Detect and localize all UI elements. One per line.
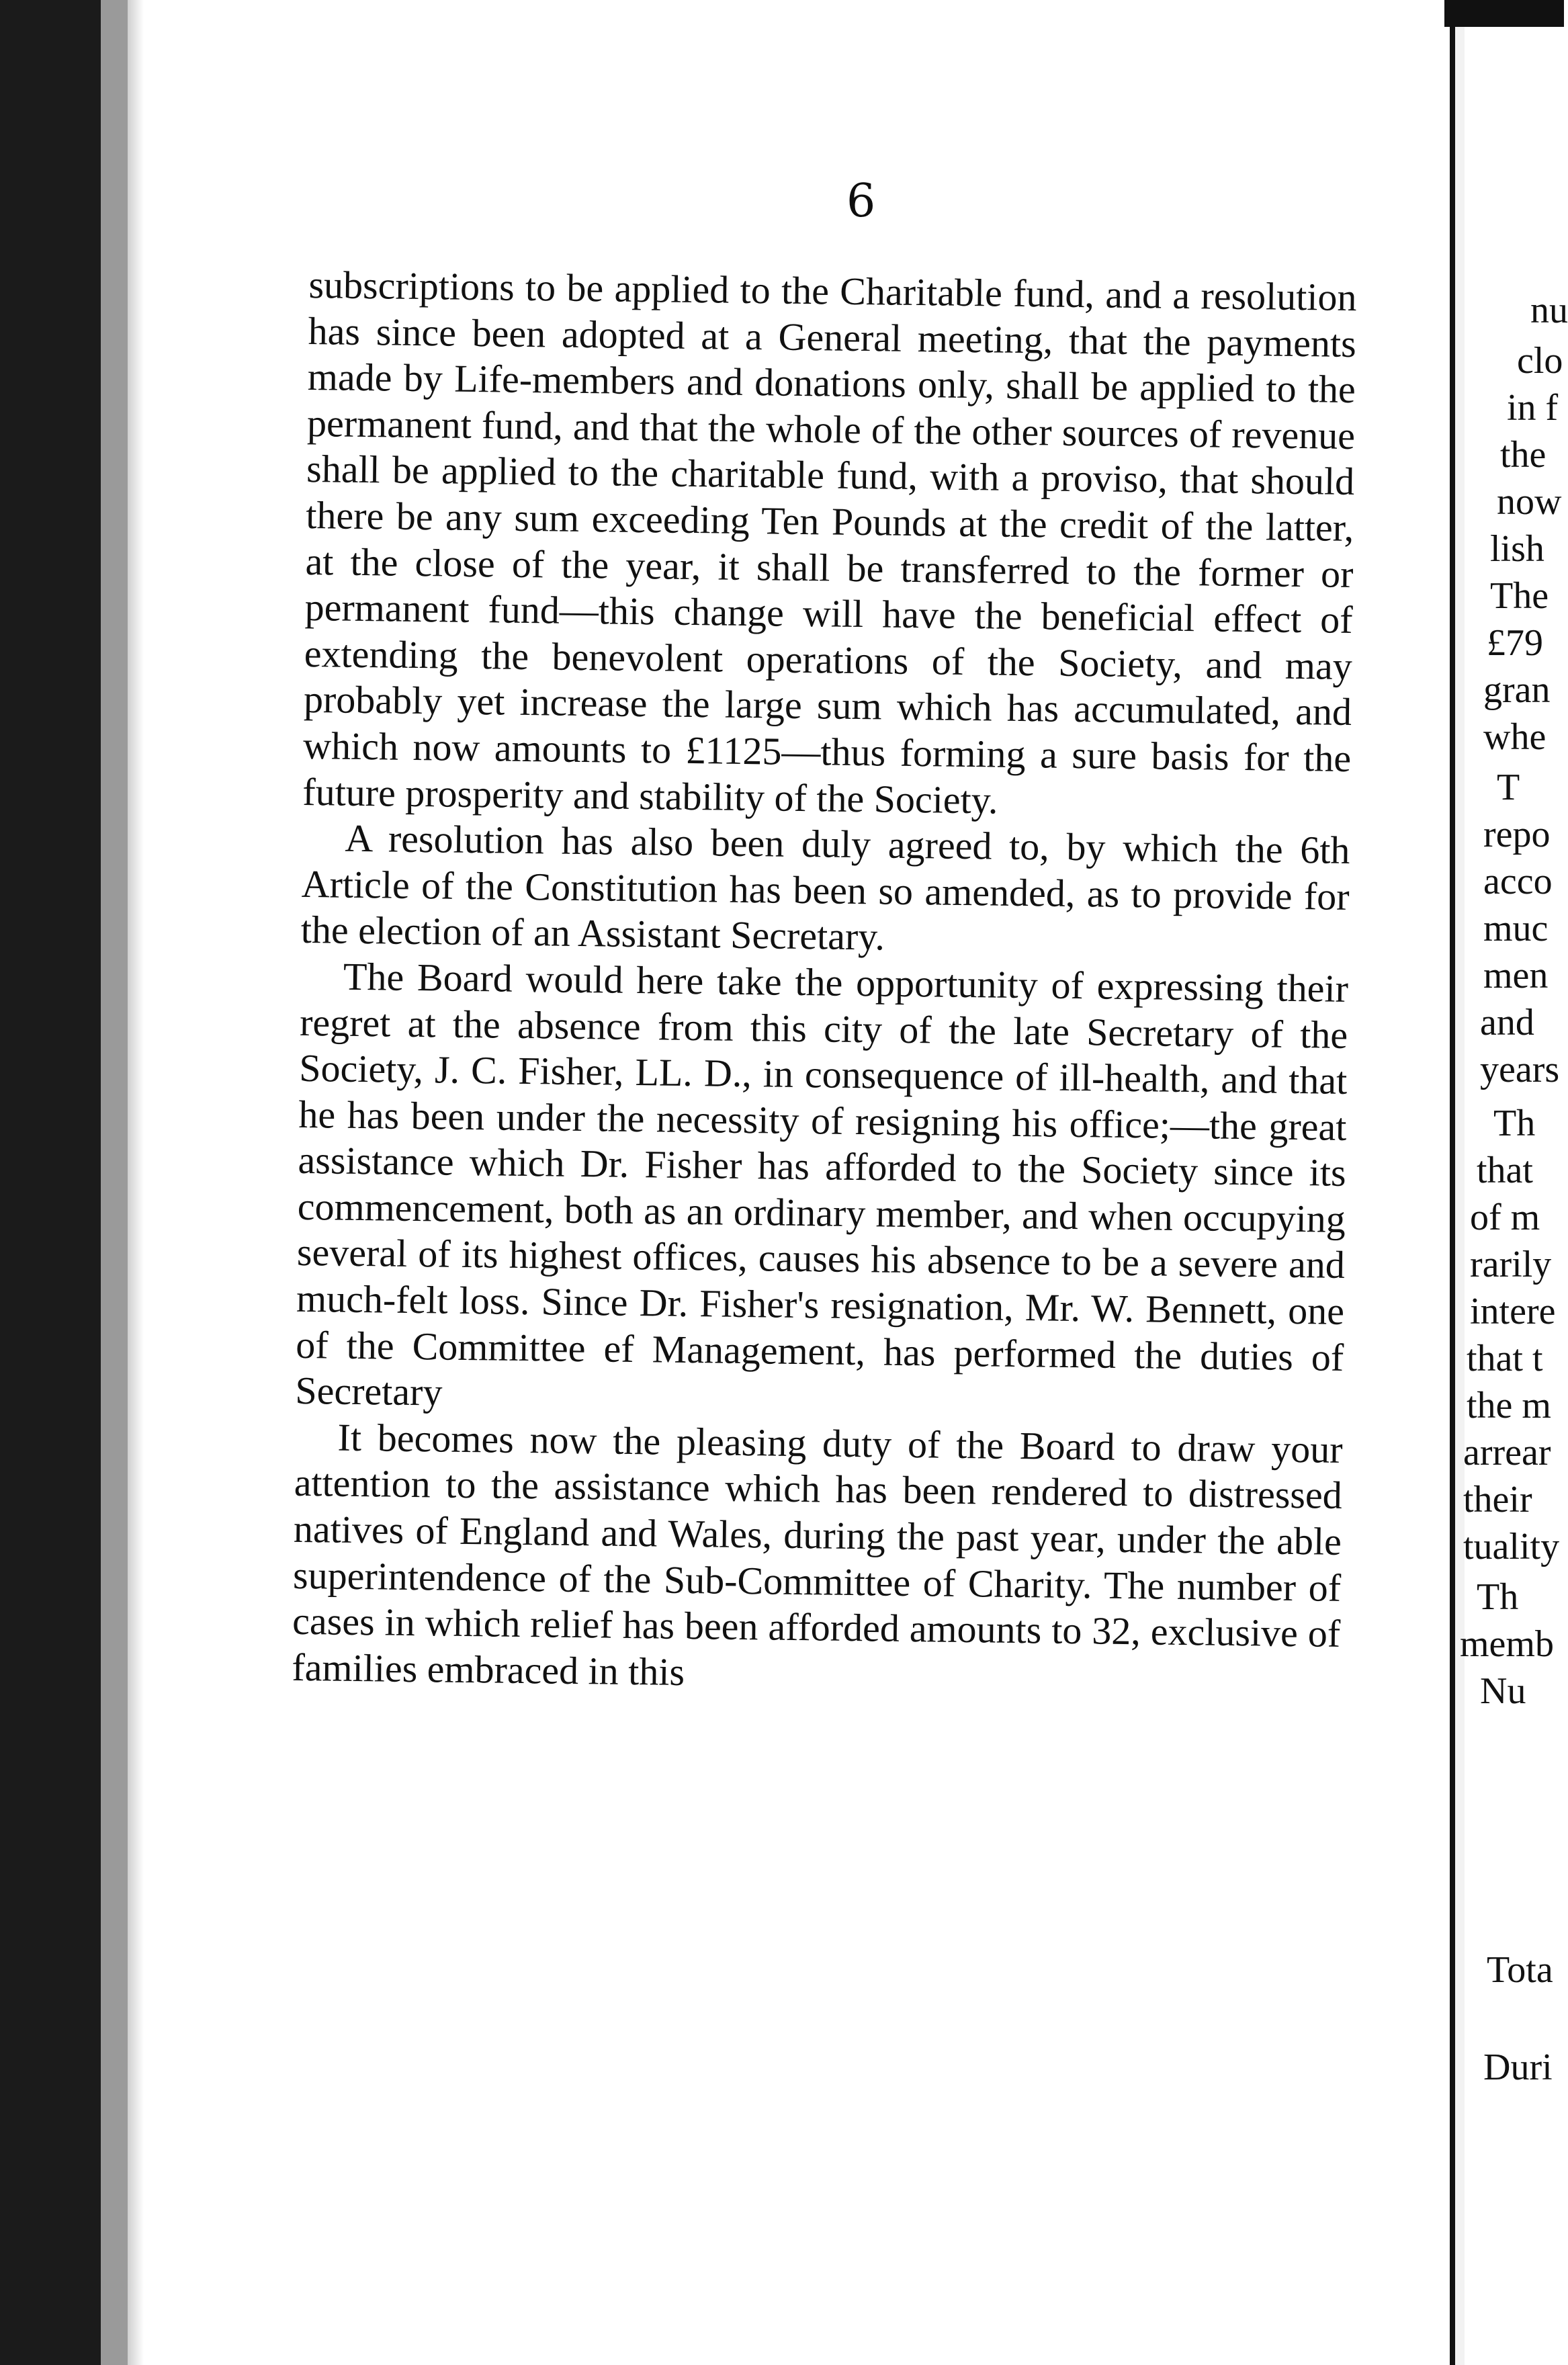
facing-page-text: The <box>1490 575 1549 617</box>
facing-page-text: T <box>1497 767 1520 808</box>
facing-page-text: in f <box>1507 387 1559 429</box>
facing-page-text: intere <box>1470 1291 1556 1332</box>
facing-page-text: that t <box>1467 1338 1543 1379</box>
facing-page-text: Th <box>1477 1576 1519 1618</box>
facing-page-text: the m <box>1467 1385 1551 1426</box>
facing-page-text: now <box>1497 481 1562 523</box>
facing-page-text: whe <box>1483 716 1547 758</box>
facing-page-fragment <box>1460 0 1568 2365</box>
facing-page-text: the <box>1500 434 1547 476</box>
binding-edge <box>0 0 101 2365</box>
facing-page-text: tuality <box>1463 1526 1560 1567</box>
facing-page-text: Tota <box>1487 1949 1553 1991</box>
facing-page-text: gran <box>1483 669 1551 711</box>
body-text <box>292 262 1357 1703</box>
facing-page-text: Duri <box>1483 2047 1553 2088</box>
facing-page-text: lish <box>1490 528 1544 570</box>
facing-page-text: their <box>1463 1479 1532 1520</box>
book-spine <box>1450 0 1455 2365</box>
facing-page-text: nu <box>1530 290 1568 331</box>
paragraph: subscriptions to be applied to the Charitable fund, and a resolution has since been adopted at a General meeting, that the payments made by Life-members and donations only, shall be applied to the permanent fund, and that the whole of the other sources of revenue shall be applied to the charitable fund, with a proviso, that should there be any sum exceeding Ten Pounds at the credit of the latter, at the close of the year, it shall be transferred to the former or permanent fund—this change will have the beneficial effect of extending the benevolent operations of the Society, and may probably yet increase the large sum which has accumulated, and which now amounts to £1125—thus forming a sure basis for the future prosperity and stability of the Society. <box>302 262 1357 822</box>
facing-page-text: £79 <box>1487 622 1543 664</box>
facing-page-text: repo <box>1483 814 1551 855</box>
page-number: 6 <box>846 175 876 228</box>
facing-page-text: clo <box>1517 340 1563 382</box>
facing-page-text: of m <box>1470 1197 1540 1238</box>
paragraph: The Board would here take the opportunity of expressing their regret at the absence from this city of the late Secretary of the Society, J. C. Fisher, LL. D., in consequence of ill-health, and that he has been under the necessity of resigning his office;—the great assistance which Dr. Fisher has afforded to the Society since its commencement, both as an ordinary member, and when occupying several of its highest offices, causes his absence to be a severe and much-felt loss. Since Dr. Fisher's resignation, Mr. W. Bennett, one of the Committee ef Management, has performed the duties of Secretary <box>295 954 1349 1414</box>
facing-page-text: muc <box>1483 908 1549 949</box>
facing-page-text: arrear <box>1463 1432 1551 1473</box>
facing-page-text: memb <box>1460 1623 1554 1665</box>
paragraph: It becomes now the pleasing duty of the Board to draw your attention to the assistance which has been rendered to distressed natives of England and Wales, during the past year, under the able superintendence of the Sub-Committee of Charity. The number of cases in which relief has been afforded amounts to 32, exclusive of families embraced in this <box>292 1415 1343 1694</box>
binding-edge-inner <box>101 0 128 2365</box>
page-shadow <box>128 0 144 2365</box>
facing-page-text: Nu <box>1480 1670 1526 1712</box>
facing-page-text: and <box>1480 1002 1534 1043</box>
facing-page-text: that <box>1477 1150 1533 1191</box>
paragraph: A resolution has also been duly agreed to, by which the 6th Article of the Constitution has been so amended, as to provide for the election of an Assistant Secretary. <box>300 816 1350 959</box>
facing-page-text: years <box>1480 1049 1560 1090</box>
facing-page-text: acco <box>1483 861 1553 902</box>
facing-page-text: men <box>1483 955 1549 996</box>
facing-page-text: Th <box>1493 1103 1536 1144</box>
facing-page-text: rarily <box>1470 1244 1552 1285</box>
